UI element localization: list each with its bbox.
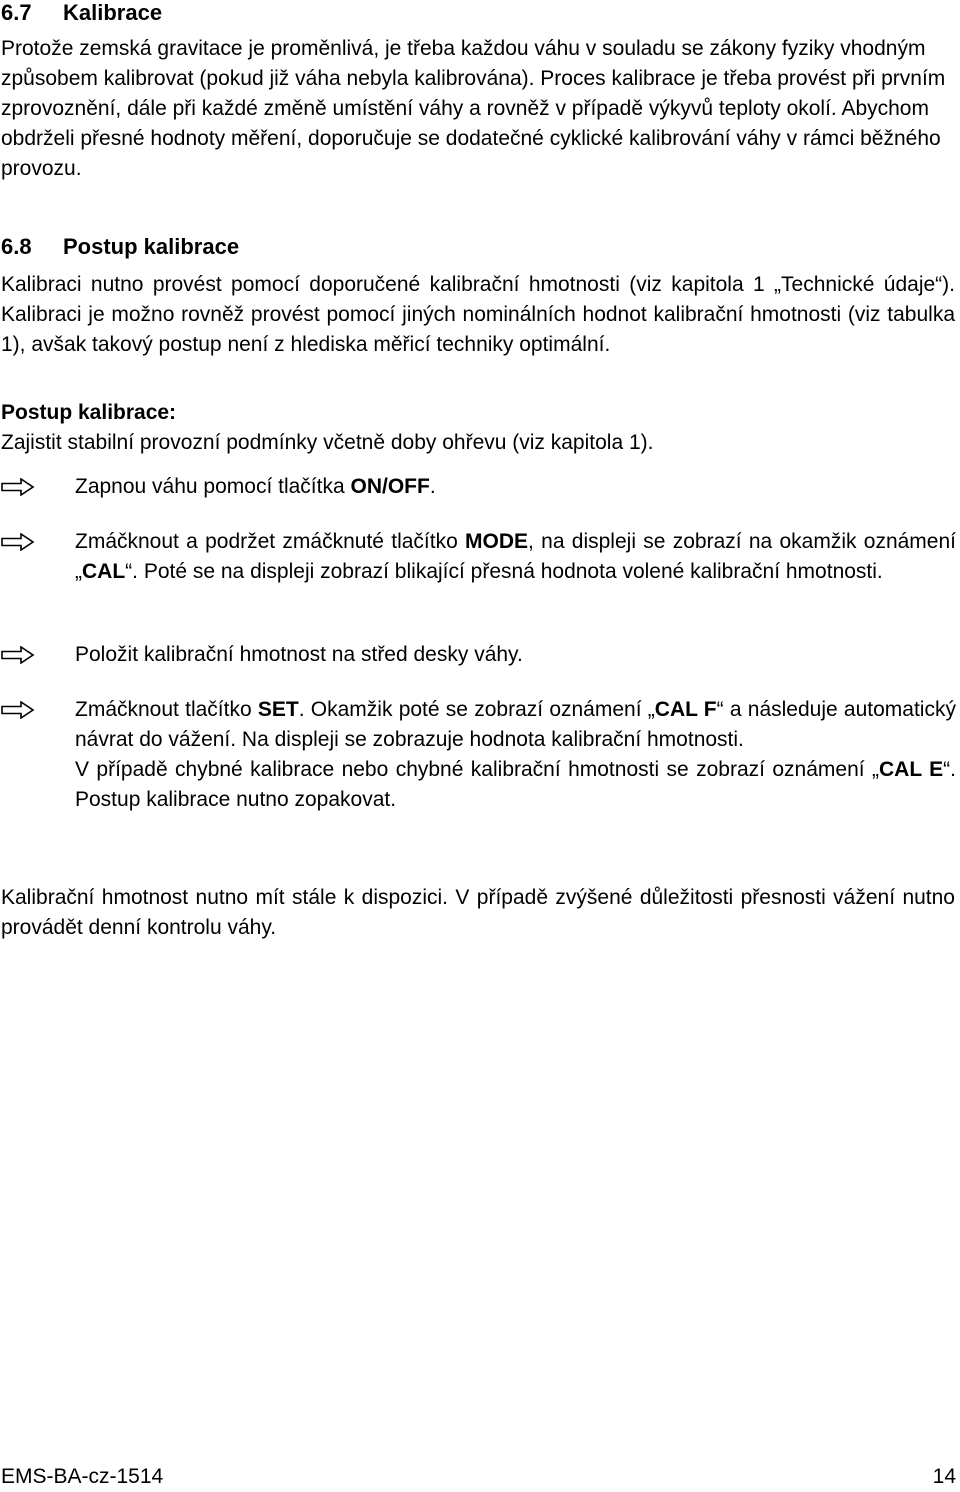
intro-paragraph: Protože zemská gravitace je proměnlivá, je třeba každou váhu v souladu se zákony fyziky vhodným způsobem kalibrovat (pokud již váha nebyla kalibrována). Proces kalibrace je třeba provést při prvním zprovoznění, dále při každé změně umístění váhy a rovněž v případě výkyvů teploty okolí. Abychom obdrželi přesné hodnoty měření, doporučuje se dodatečné cyklické kalibrování váhy v rámci běžného provozu.: [1, 37, 946, 180]
step-text-part: Zmáčknout tlačítko: [75, 698, 258, 721]
step-text-part: Položit kalibrační hmotnost na střed desky váhy.: [75, 643, 523, 666]
hollow-right-arrow-icon: [1, 646, 35, 664]
step-note: [75, 755, 956, 815]
step-text-part: . Okamžik poté se zobrazí oznámení „: [298, 698, 655, 721]
page-number: 14: [932, 1465, 956, 1488]
section-title: Postup kalibrace: [63, 234, 240, 259]
step-text-part: V případě chybné kalibrace nebo chybné kalibrační hmotnosti se zobrazí oznámení „: [75, 758, 879, 781]
display-message: CAL: [82, 560, 126, 583]
document-id: EMS-BA-cz-1514: [1, 1465, 164, 1488]
step-text: [75, 640, 956, 670]
section-title: Kalibrace: [63, 0, 163, 25]
display-message: CAL F: [654, 698, 717, 721]
key-name: MODE: [465, 530, 529, 553]
step-text-part: “ a následuje automatický návrat do vážení. Na displeji se zobrazuje hodnota kalibrační hmotnosti.: [75, 698, 956, 751]
procedure-label: Postup kalibrace:: [1, 401, 177, 424]
step-text: [75, 527, 956, 587]
step-text-part: “. Postup kalibrace nutno zopakovat.: [75, 758, 956, 811]
procedure-paragraph: Kalibraci nutno provést pomocí doporučené kalibrační hmotnosti (viz kapitola 1 „Technické údaje“). Kalibraci je možno rovněž provést pomocí jiných nominálních hodnot kalibrační hmotnosti (viz tabulka 1), avšak takový postup není z hlediska měřicí techniky optimální.: [1, 273, 955, 356]
step-text: [75, 695, 956, 755]
step-text-part: Zmáčknout a podržet zmáčknuté tlačítko: [75, 530, 466, 553]
step-item: [0, 472, 956, 502]
key-name: ON/OFF: [350, 475, 430, 498]
section-heading-kalibrace: [1, 0, 162, 28]
page-footer: [1, 1462, 956, 1492]
display-message: CAL E: [878, 758, 944, 781]
key-name: SET: [257, 698, 299, 721]
step-item: [0, 640, 956, 670]
section-number: 6.8: [1, 234, 32, 259]
hollow-right-arrow-icon: [1, 533, 35, 551]
procedure-intro: Zajistit stabilní provozní podmínky včetně doby ohřevu (viz kapitola 1).: [1, 431, 654, 454]
hollow-right-arrow-icon: [1, 478, 35, 496]
hollow-right-arrow-icon: [1, 701, 35, 719]
step-item: [0, 695, 956, 815]
step-text-part: , na displeji se zobrazí na okamžik oznámení „: [75, 530, 956, 583]
closing-paragraph: Kalibrační hmotnost nutno mít stále k dispozici. V případě zvýšené důležitosti přesnosti vážení nutno provádět denní kontrolu váhy.: [1, 886, 955, 939]
step-text-part: “. Poté se na displeji zobrazí blikající přesná hodnota volené kalibrační hmotnosti.: [125, 560, 883, 583]
step-text-part: .: [429, 475, 436, 498]
step-text-part: Zapnou váhu pomocí tlačítka: [75, 475, 351, 498]
step-item: [0, 527, 956, 587]
section-heading-postup: [1, 232, 239, 262]
step-text: [75, 472, 956, 502]
section-number: 6.7: [1, 0, 32, 25]
